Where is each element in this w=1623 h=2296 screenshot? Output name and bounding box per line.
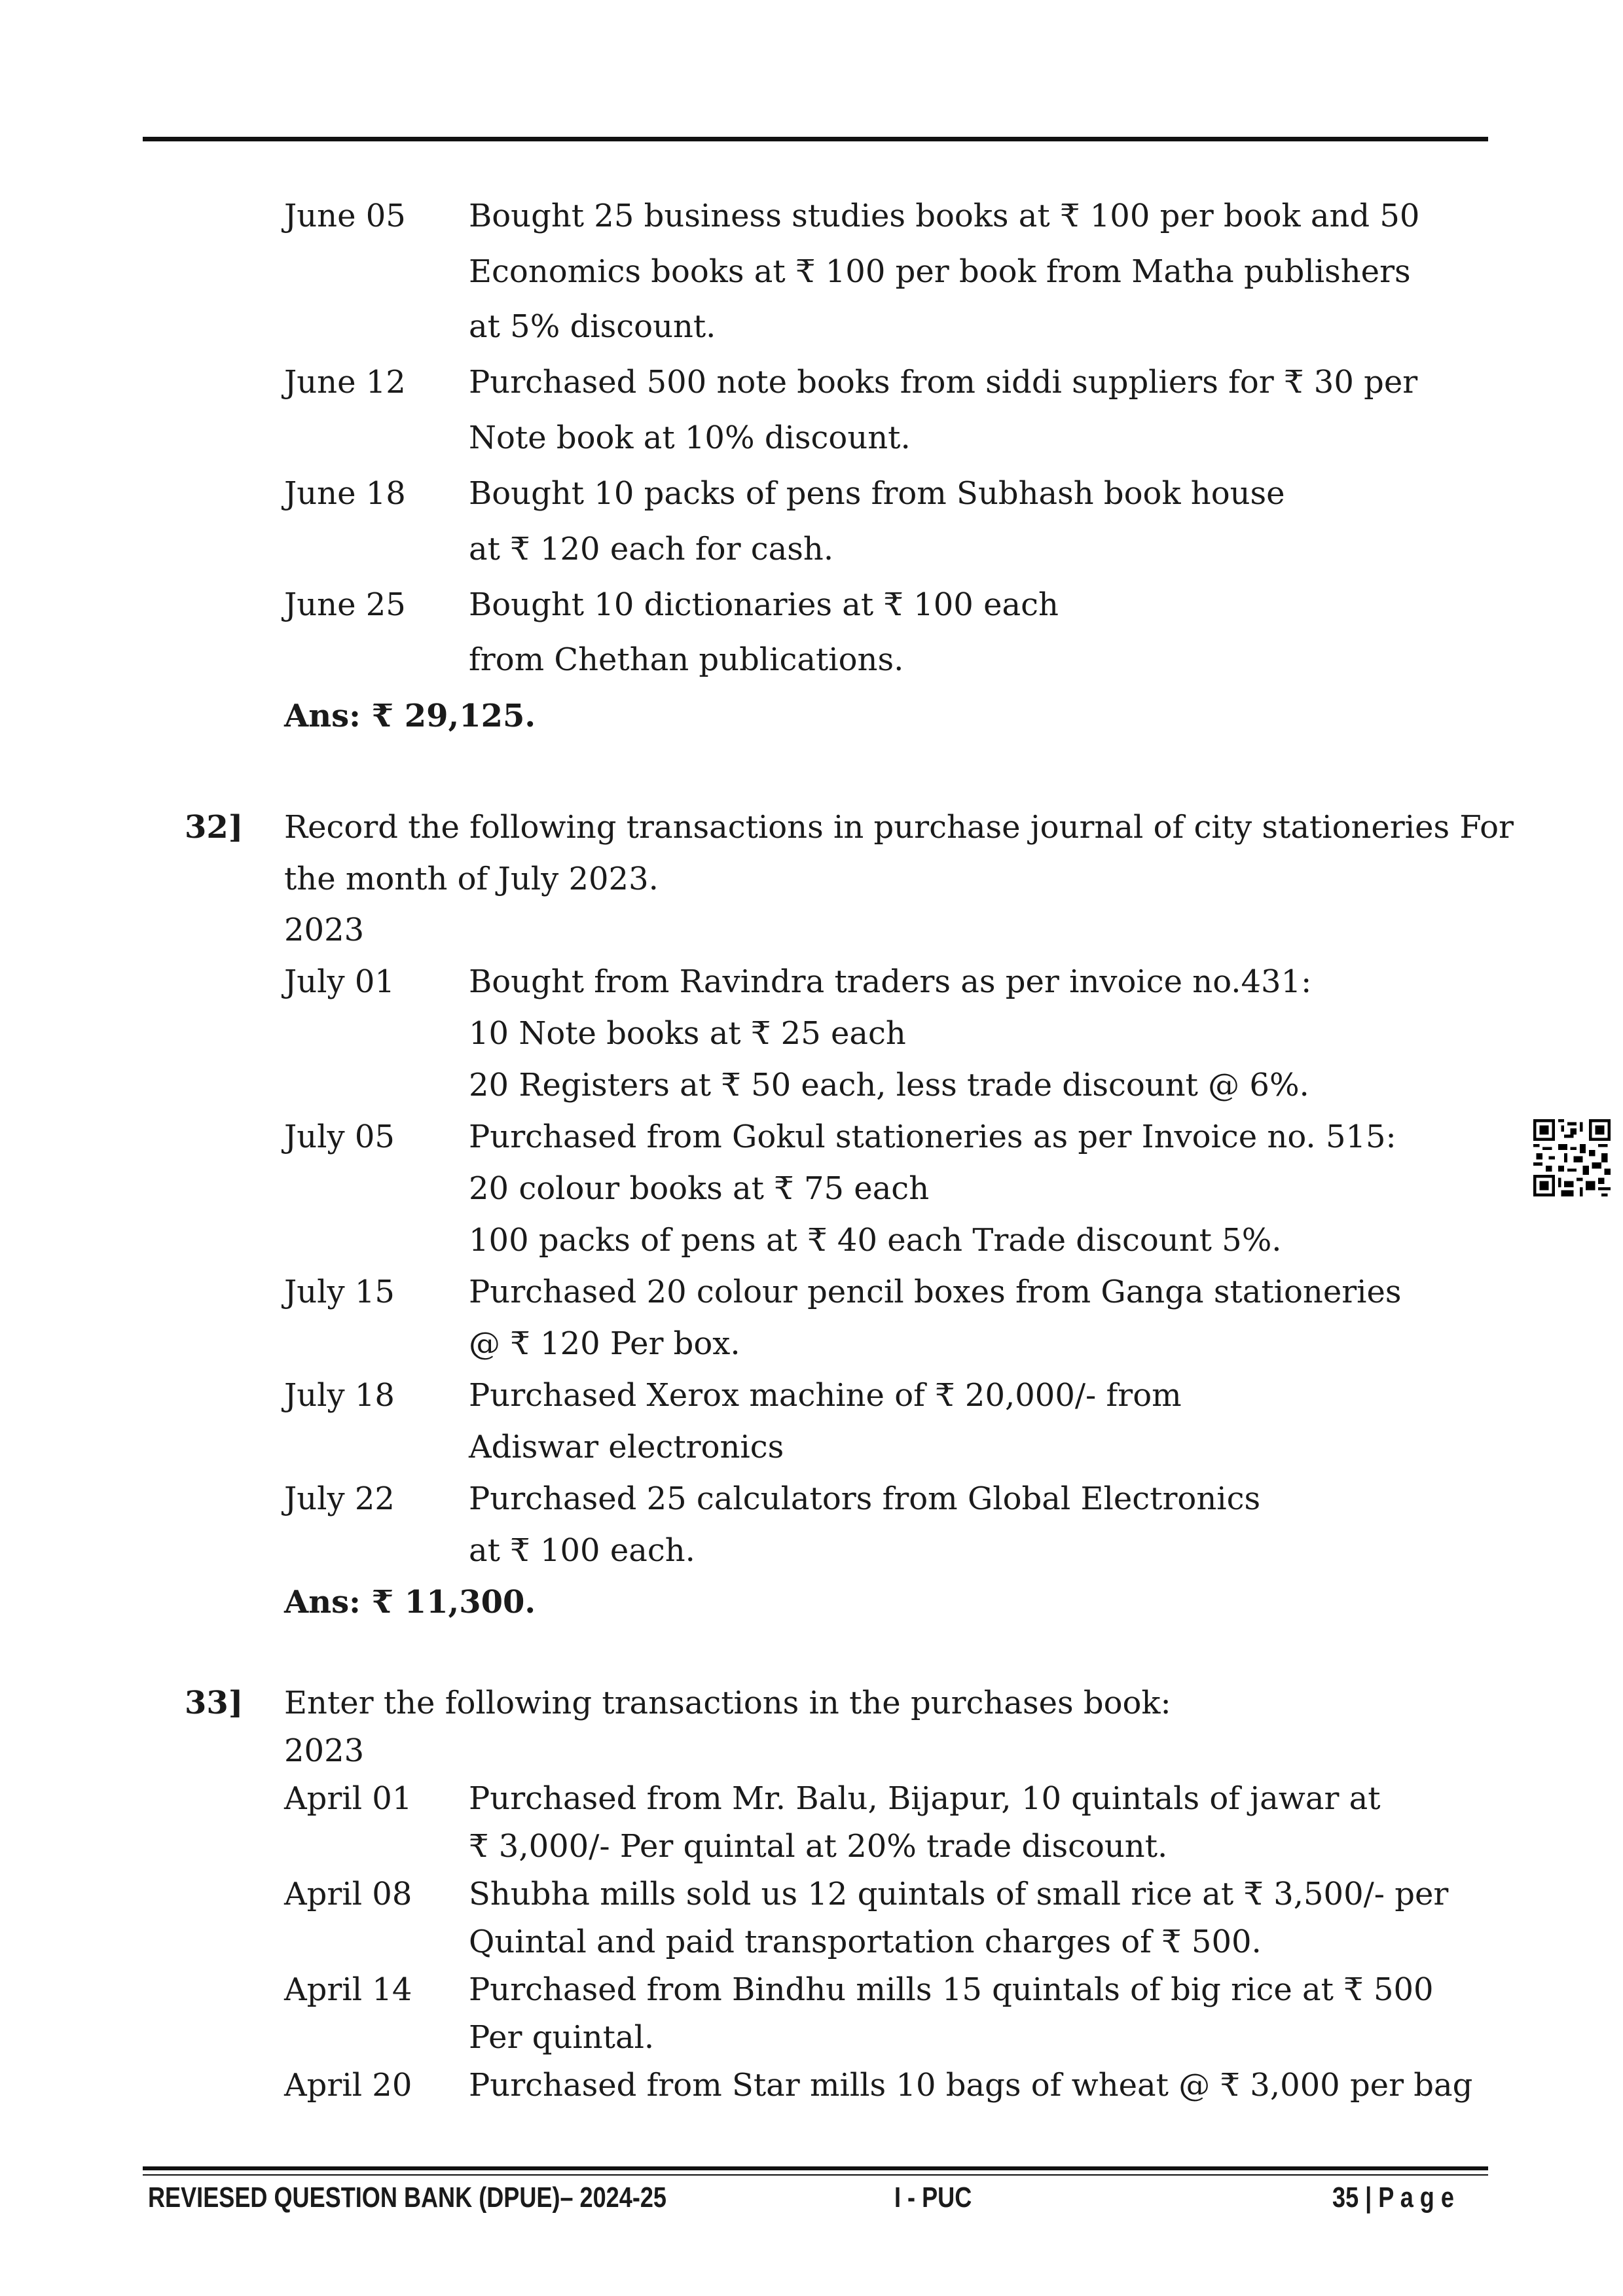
entry-line: Quintal and paid transportation charges of ₹ 500. bbox=[469, 1924, 1262, 1960]
entry-line: Bought from Ravindra traders as per invoice no.431: bbox=[469, 963, 1312, 1000]
entry-date: June 05 bbox=[284, 198, 406, 234]
page-number: 35 | P a g e bbox=[1332, 2181, 1454, 2214]
entry-line: Purchased from Gokul stationeries as per Invoice no. 515: bbox=[469, 1119, 1396, 1155]
entry-date: July 15 bbox=[284, 1274, 395, 1310]
year-label: 2023 bbox=[284, 912, 365, 948]
header-rule bbox=[143, 137, 1488, 141]
entry-line: at 5% discount. bbox=[469, 308, 716, 345]
entry-line: Purchased from Star mills 10 bags of wheat @ ₹ 3,000 per bag bbox=[469, 2067, 1473, 2104]
entry-date: June 18 bbox=[284, 475, 406, 512]
question-text: the month of July 2023. bbox=[284, 861, 659, 897]
qr-code-icon bbox=[1533, 1119, 1611, 1196]
entry-line: @ ₹ 120 Per box. bbox=[469, 1325, 740, 1362]
footer-rule bbox=[143, 2166, 1488, 2170]
entry-date: June 25 bbox=[284, 586, 406, 623]
entry-line: Bought 10 dictionaries at ₹ 100 each bbox=[469, 586, 1059, 623]
entry-line: Purchased from Mr. Balu, Bijapur, 10 quintals of jawar at bbox=[469, 1780, 1381, 1817]
footer-title: REVIESED QUESTION BANK (DPUE)– 2024-25 bbox=[148, 2181, 666, 2214]
entry-line: Purchased 20 colour pencil boxes from Ganga stationeries bbox=[469, 1274, 1402, 1310]
entry-line: Purchased 25 calculators from Global Electronics bbox=[469, 1480, 1261, 1517]
entry-line: 10 Note books at ₹ 25 each bbox=[469, 1015, 906, 1052]
entry-date: April 20 bbox=[284, 2067, 412, 2104]
question-text: Record the following transactions in purchase journal of city stationeries For bbox=[284, 809, 1514, 846]
year-label: 2023 bbox=[284, 1732, 365, 1769]
entry-line: Shubha mills sold us 12 quintals of small rice at ₹ 3,500/- per bbox=[469, 1876, 1449, 1912]
entry-line: Bought 25 business studies books at ₹ 100 per book and 50 bbox=[469, 198, 1420, 234]
entry-date: April 14 bbox=[284, 1971, 412, 2008]
entry-line: 20 Registers at ₹ 50 each, less trade discount @ 6%. bbox=[469, 1067, 1309, 1103]
entry-line: Purchased Xerox machine of ₹ 20,000/- from bbox=[469, 1377, 1182, 1414]
entry-line: at ₹ 100 each. bbox=[469, 1532, 695, 1569]
entry-date: July 22 bbox=[284, 1480, 395, 1517]
entry-date: June 12 bbox=[284, 364, 406, 401]
entry-line: Purchased 500 note books from siddi suppliers for ₹ 30 per bbox=[469, 364, 1418, 401]
entry-line: Economics books at ₹ 100 per book from Matha publishers bbox=[469, 253, 1411, 290]
entry-line: Purchased from Bindhu mills 15 quintals of big rice at ₹ 500 bbox=[469, 1971, 1434, 2008]
entry-date: April 01 bbox=[284, 1780, 412, 1817]
entry-line: Note book at 10% discount. bbox=[469, 420, 911, 456]
entry-date: April 08 bbox=[284, 1876, 412, 1912]
entry-line: 20 colour books at ₹ 75 each bbox=[469, 1170, 930, 1207]
entry-line: ₹ 3,000/- Per quintal at 20% trade discount. bbox=[469, 1828, 1168, 1865]
entry-line: at ₹ 120 each for cash. bbox=[469, 531, 834, 567]
entry-line: Adiswar electronics bbox=[469, 1429, 784, 1465]
entry-line: from Chethan publications. bbox=[469, 641, 904, 678]
answer: Ans: ₹ 29,125. bbox=[284, 698, 536, 734]
entry-line: Per quintal. bbox=[469, 2019, 655, 2056]
question-number: 32] bbox=[185, 809, 244, 846]
entry-date: July 18 bbox=[284, 1377, 395, 1414]
question-number: 33] bbox=[185, 1685, 244, 1721]
answer: Ans: ₹ 11,300. bbox=[284, 1584, 536, 1621]
question-text: Enter the following transactions in the purchases book: bbox=[284, 1685, 1171, 1721]
footer-rule-thin bbox=[143, 2174, 1488, 2176]
entry-line: 100 packs of pens at ₹ 40 each Trade discount 5%. bbox=[469, 1222, 1282, 1259]
entry-date: July 05 bbox=[284, 1119, 395, 1155]
entry-date: July 01 bbox=[284, 963, 395, 1000]
entry-line: Bought 10 packs of pens from Subhash book house bbox=[469, 475, 1285, 512]
footer-class: I - PUC bbox=[894, 2181, 972, 2214]
